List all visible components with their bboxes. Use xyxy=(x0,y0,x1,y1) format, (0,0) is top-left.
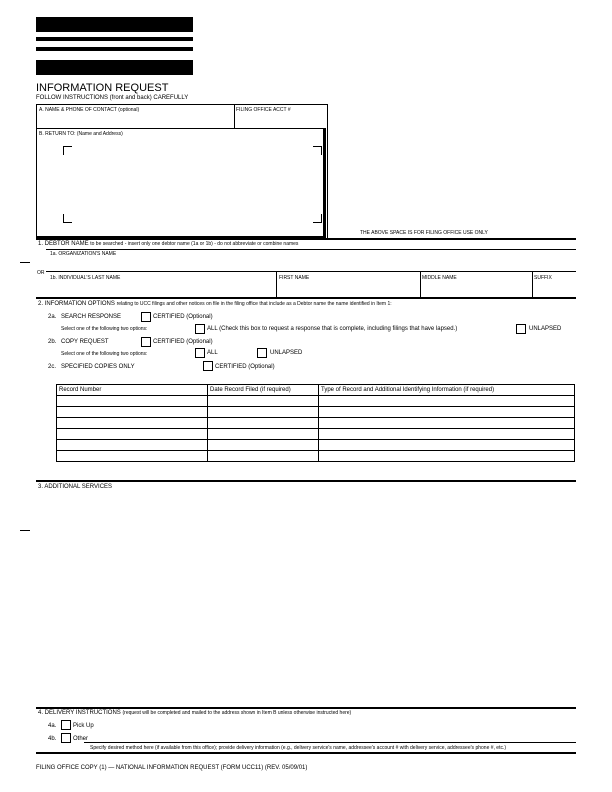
middle-name-label: MIDDLE NAME xyxy=(422,275,457,281)
address-corner-mark xyxy=(313,146,322,155)
individual-last-name-label: 1b. INDIVIDUAL'S LAST NAME xyxy=(50,275,121,281)
additional-services-field[interactable] xyxy=(46,494,576,704)
individual-last-name-field[interactable] xyxy=(46,282,276,296)
search-response-num: 2a. xyxy=(48,314,57,320)
address-corner-mark xyxy=(63,214,72,223)
first-name-label: FIRST NAME xyxy=(279,275,310,281)
table-cell[interactable] xyxy=(208,396,319,407)
pickup-checkbox[interactable] xyxy=(61,720,71,730)
specified-certified-checkbox[interactable] xyxy=(203,361,213,371)
information-options-heading: 2. INFORMATION OPTIONS relating to UCC filings and other notices on file in the filing office that include as a Debtor name the name identified in Item 1: xyxy=(38,301,392,307)
debtor-heading: 1. DEBTOR NAME to be searched - insert only one debtor name (1a or 1b) - do not abbreviate or combine names xyxy=(38,241,299,247)
copy-certified-checkbox[interactable] xyxy=(141,337,151,347)
filing-office-use-note: THE ABOVE SPACE IS FOR FILING OFFICE USE ONLY xyxy=(360,230,488,236)
table-cell[interactable] xyxy=(319,429,575,440)
return-to-label: B. RETURN TO: (Name and Address) xyxy=(39,131,123,137)
records-table xyxy=(56,384,575,462)
search-certified-label: CERTIFIED (Optional) xyxy=(153,314,213,320)
table-cell[interactable] xyxy=(208,429,319,440)
table-cell[interactable] xyxy=(208,407,319,418)
form-instructions: FOLLOW INSTRUCTIONS (front and back) CAREFULLY xyxy=(36,95,189,101)
additional-services-heading: 3. ADDITIONAL SERVICES xyxy=(38,484,113,490)
search-unlapsed-checkbox[interactable] xyxy=(516,324,526,334)
table-cell[interactable] xyxy=(57,396,208,407)
search-all-label: ALL (Check this box to request a response that is complete, including filings that have lapsed.) xyxy=(207,326,458,332)
table-cell[interactable] xyxy=(319,407,575,418)
search-response-label: SEARCH RESPONSE xyxy=(61,314,122,320)
record-type-header: Type of Record and Additional Identifying Information (if required) xyxy=(319,385,575,396)
table-cell[interactable] xyxy=(57,451,208,462)
table-cell[interactable] xyxy=(57,418,208,429)
specified-certified-label: CERTIFIED (Optional) xyxy=(215,364,275,370)
table-cell[interactable] xyxy=(208,418,319,429)
table-cell[interactable] xyxy=(208,451,319,462)
pickup-num: 4a. xyxy=(48,723,57,729)
other-num: 4b. xyxy=(48,736,57,742)
table-cell[interactable] xyxy=(319,440,575,451)
table-row xyxy=(57,407,575,418)
first-name-field[interactable] xyxy=(277,282,419,296)
address-corner-mark xyxy=(313,214,322,223)
select-option-note: Select one of the following two options: xyxy=(61,351,148,357)
search-all-checkbox[interactable] xyxy=(195,324,205,334)
copy-unlapsed-label: UNLAPSED xyxy=(270,350,303,356)
copy-request-num: 2b. xyxy=(48,339,57,345)
specified-copies-num: 2c. xyxy=(48,364,57,370)
search-certified-checkbox[interactable] xyxy=(141,312,151,322)
table-row xyxy=(57,396,575,407)
suffix-label: SUFFIX xyxy=(534,275,552,281)
suffix-field[interactable] xyxy=(533,282,576,296)
table-cell[interactable] xyxy=(319,396,575,407)
table-cell[interactable] xyxy=(208,440,319,451)
or-label: OR xyxy=(37,270,45,276)
table-cell[interactable] xyxy=(57,429,208,440)
contact-name-label: A. NAME & PHONE OF CONTACT (optional) xyxy=(39,107,140,113)
copy-all-checkbox[interactable] xyxy=(195,348,205,358)
pickup-label: Pick Up xyxy=(73,723,94,729)
table-row xyxy=(57,429,575,440)
form-title: INFORMATION REQUEST xyxy=(36,82,169,94)
copy-request-label: COPY REQUEST xyxy=(61,339,109,345)
specified-copies-label: SPECIFIED COPIES ONLY xyxy=(61,364,135,370)
footer-form-id: FILING OFFICE COPY (1) — NATIONAL INFORMATION REQUEST (FORM UCC11) (REV. 05/09/01) xyxy=(36,765,308,771)
table-cell[interactable] xyxy=(319,451,575,462)
search-unlapsed-label: UNLAPSED xyxy=(529,326,562,332)
delivery-instructions-heading: 4. DELIVERY INSTRUCTIONS (request will be completed and mailed to the address shown in Item B unless otherwise instructed here) xyxy=(38,710,352,716)
copy-all-label: ALL xyxy=(207,350,218,356)
middle-name-field[interactable] xyxy=(421,282,531,296)
filing-office-acct-label: FILING OFFICE ACCT # xyxy=(236,107,291,113)
copy-certified-label: CERTIFIED (Optional) xyxy=(153,339,213,345)
table-cell[interactable] xyxy=(57,440,208,451)
table-row xyxy=(57,418,575,429)
delivery-method-note: Specify desired method here (if available from this office); provide delivery information (e.g., delivery service's name, addressee's account # with delivery service, addressee's phone #, etc.) xyxy=(90,745,507,751)
table-row xyxy=(57,440,575,451)
table-cell[interactable] xyxy=(57,407,208,418)
select-option-note: Select one of the following two options: xyxy=(61,326,148,332)
address-corner-mark xyxy=(63,146,72,155)
table-row xyxy=(57,451,575,462)
other-checkbox[interactable] xyxy=(61,733,71,743)
date-filed-header: Date Record Filed (if required) xyxy=(208,385,319,396)
table-cell[interactable] xyxy=(319,418,575,429)
record-number-header: Record Number xyxy=(57,385,208,396)
organization-name-field[interactable] xyxy=(46,258,576,270)
other-label: Other xyxy=(73,736,89,742)
copy-unlapsed-checkbox[interactable] xyxy=(257,348,267,358)
organization-name-label: 1a. ORGANIZATION'S NAME xyxy=(50,251,117,257)
